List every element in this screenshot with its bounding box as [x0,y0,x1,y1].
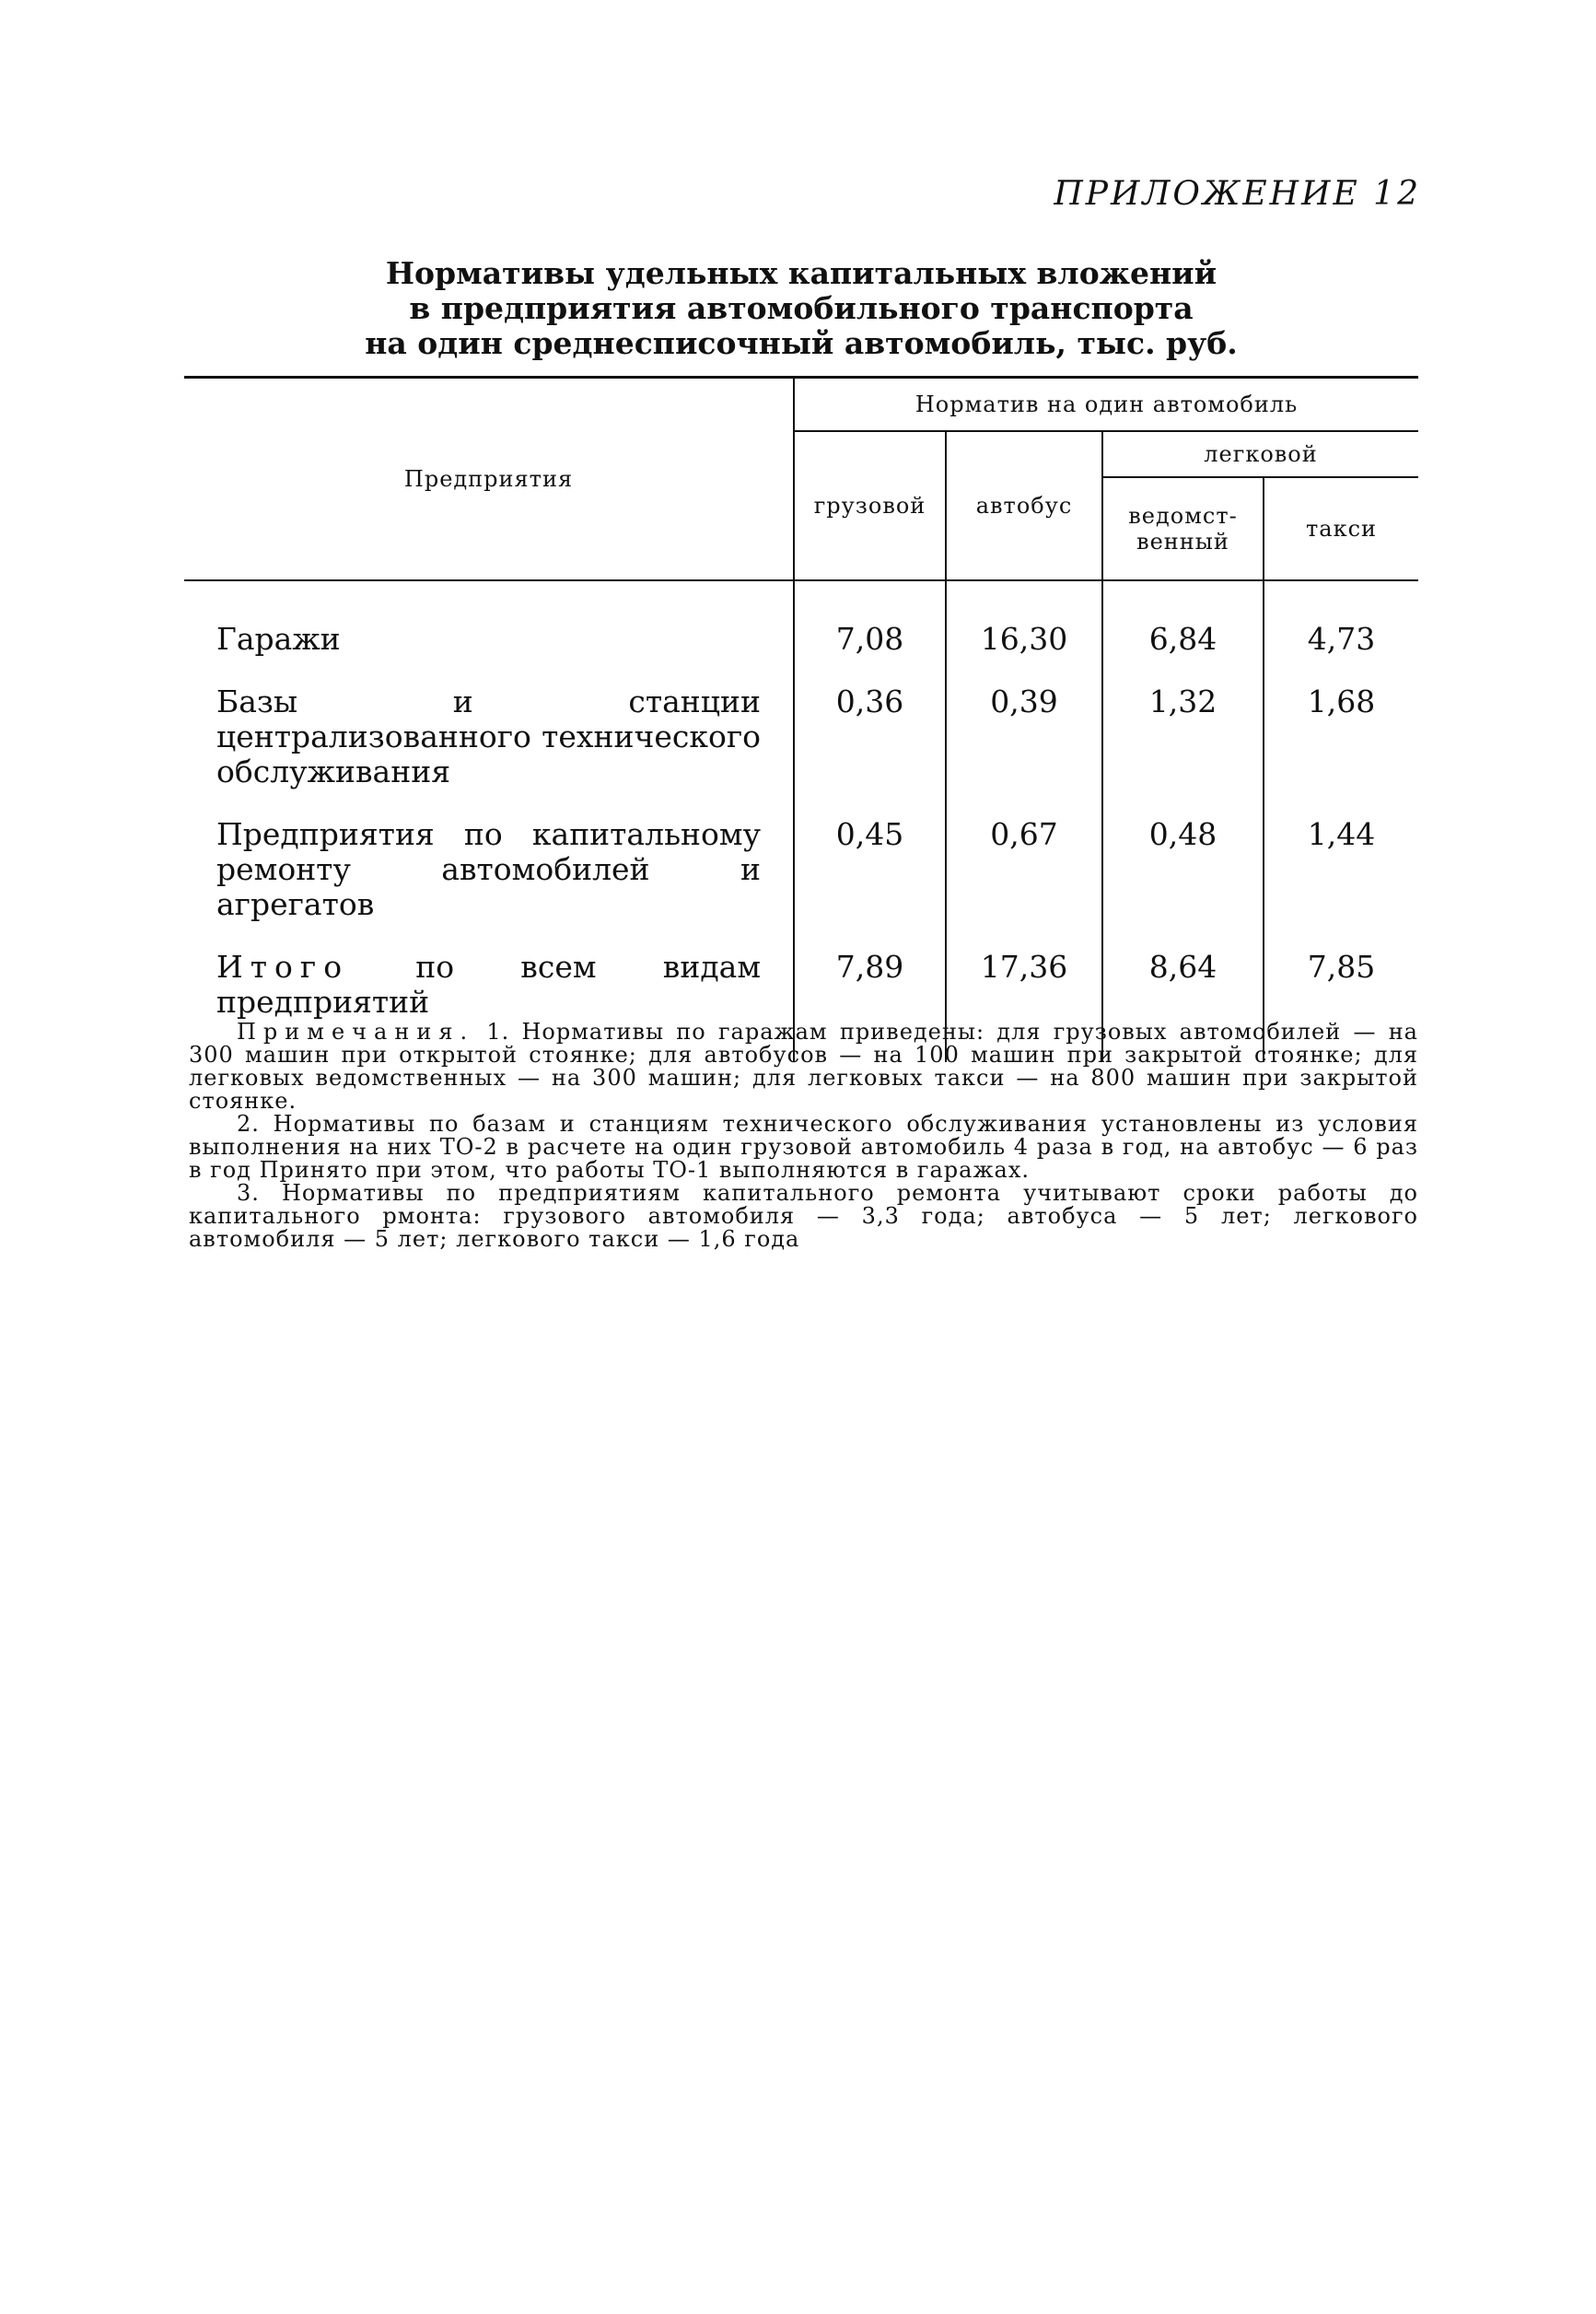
total-label-rest: по всем видам предприятий [216,949,761,1020]
header-departmental-line1: ведомст- [1128,503,1238,529]
header-departmental [1102,477,1264,580]
notes-label: Примечания. [237,1019,475,1045]
cell-taxi: 7,85 [1264,922,1418,1062]
note-1-text: 1. Нормативы по гаражам приведены: для грузовых автомобилей — на 300 машин при открытой стоянке; для автобусов — на 100 машин при закрытой стоянке; для легковых ведомственных — на 300 машин; для легковых такси — на 800 машин при закрытой стоянке. [189,1019,1418,1114]
table-header [184,378,1418,581]
cell-bus: 0,39 [946,657,1102,789]
cell-truck: 0,36 [794,657,946,789]
cell-taxi: 4,73 [1264,580,1418,657]
header-norm-per-vehicle: Норматив на один автомобиль [794,378,1418,432]
appendix-heading: ПРИЛОЖЕНИЕ 12 [1054,175,1421,213]
title-line-3: на один среднесписочный автомобиль, тыс. руб. [365,325,1238,361]
cell-bus: 0,67 [946,789,1102,922]
header-passenger-car: легковой [1102,431,1418,477]
table-row [184,657,1418,789]
cell-truck: 0,45 [794,789,946,922]
table-row [184,789,1418,922]
document-title [184,256,1418,361]
norms-table-container [184,376,1418,1062]
cell-truck: 7,89 [794,922,946,1062]
title-line-2: в предприятия автомобильного транспорта [409,290,1194,326]
note-1 [189,1021,1418,1113]
total-label: Итого [216,949,350,985]
header-taxi: такси [1264,477,1418,580]
table-body [184,580,1418,1062]
header-truck: грузовой [794,431,946,580]
title-line-1: Нормативы удельных капитальных вложений [385,255,1217,291]
cell-taxi: 1,44 [1264,789,1418,922]
cell-departmental: 1,32 [1102,657,1264,789]
cell-taxi: 1,68 [1264,657,1418,789]
cell-departmental: 6,84 [1102,580,1264,657]
header-bus: автобус [946,431,1102,580]
cell-departmental: 0,48 [1102,789,1264,922]
row-name: Предприятия по капитальному ремонту автомобилей и агрегатов [216,816,761,922]
cell-bus: 16,30 [946,580,1102,657]
row-name: Базы и станции централизованного технического обслуживания [216,684,761,789]
norms-table [184,376,1418,1062]
cell-departmental: 8,64 [1102,922,1264,1062]
cell-truck: 7,08 [794,580,946,657]
note-2: 2. Нормативы по базам и станциям технического обслуживания установлены из условия выполнения на них ТО-2 в расчете на один грузовой автомобиль 4 раза в год, на автобус — 6 раз в год Принято при этом, что работы ТО-1 выполняются в гаражах. [189,1111,1418,1183]
table-row [184,580,1418,657]
header-departmental-line2: венный [1136,529,1229,555]
header-enterprises: Предприятия [184,378,794,581]
row-name: Гаражи [216,621,341,657]
notes-section [189,1021,1418,1251]
cell-bus: 17,36 [946,922,1102,1062]
note-3: 3. Нормативы по предприятиям капитального ремонта учитывают сроки работы до капитального рмонта: грузового автомобиля — 3,3 года; автобуса — 5 лет; легкового автомобиля — 5 лет; легкового такси — 1,6 года [189,1180,1418,1252]
